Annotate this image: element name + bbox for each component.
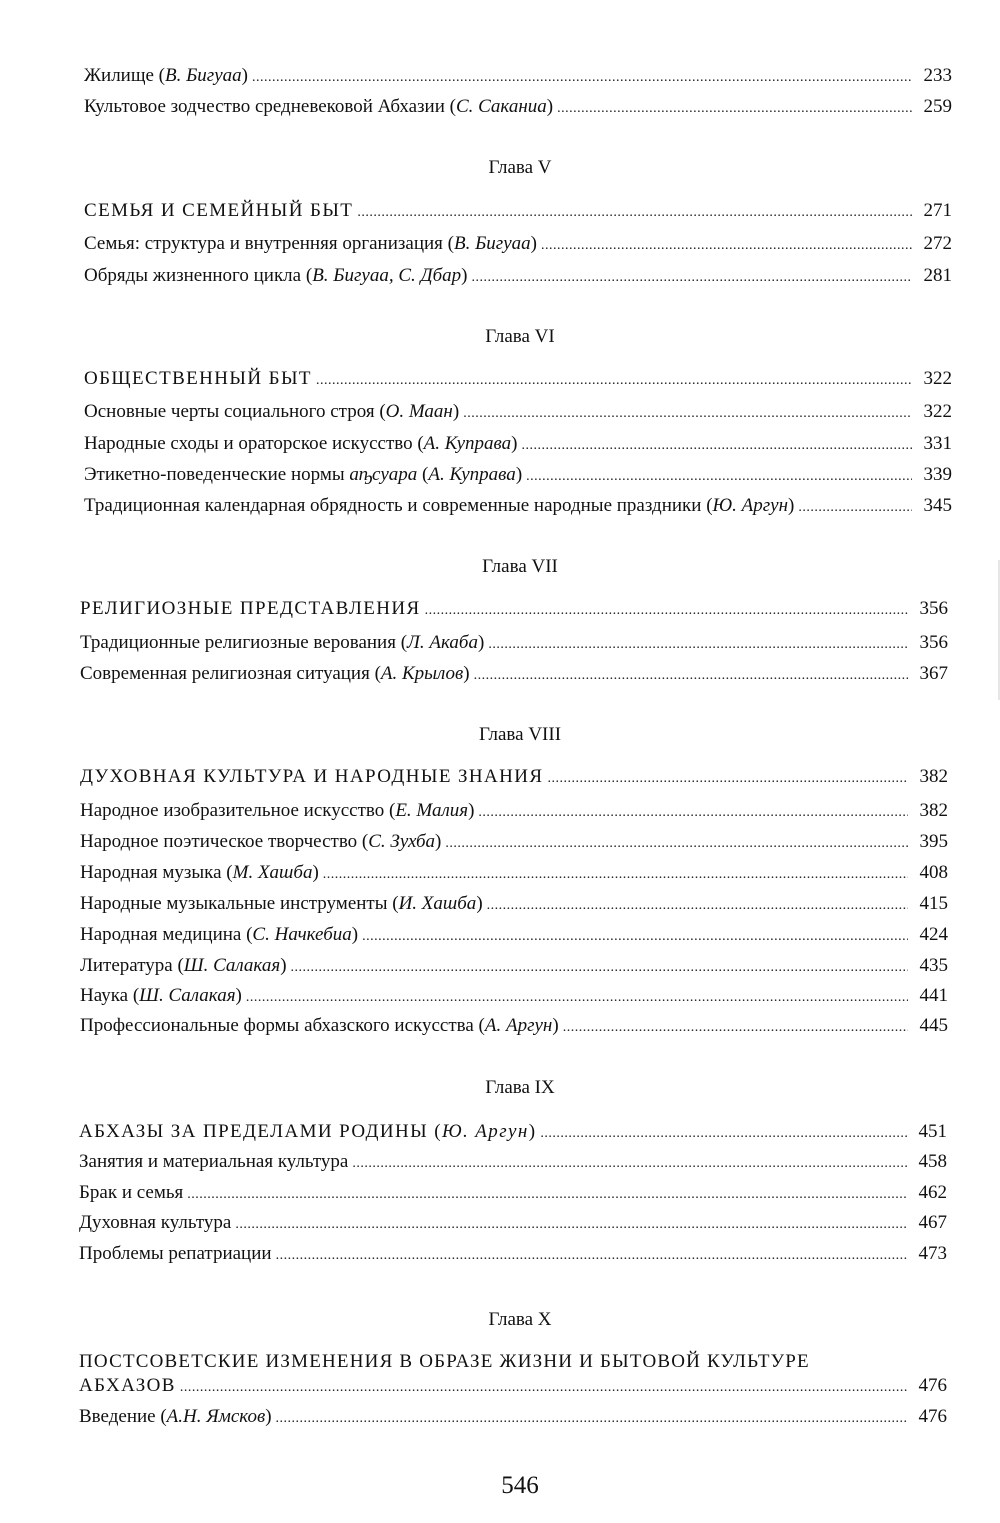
author: В. Бигуаа (453, 233, 531, 254)
page-ref: 467 (918, 1212, 947, 1233)
page-ref: 408 (919, 862, 948, 883)
author: Л. Акаба (407, 632, 478, 653)
page-ref: 259 (923, 96, 952, 117)
page-ref: 462 (918, 1182, 947, 1203)
toc-entry: Семья: структура и внутренняя организация (В. Бигуаа) ..... 272 (84, 232, 952, 258)
page-ref: 451 (918, 1121, 947, 1142)
page-ref: 281 (923, 265, 952, 286)
page-ref: 441 (919, 985, 948, 1006)
toc-entry: Традиционные религиозные верования (Л. Акаба) ..... 356 (80, 631, 948, 657)
author: Ш. Салакая (183, 955, 281, 976)
chapter-title: ОБЩЕСТВЕННЫЙ БЫТ ..... 322 (84, 367, 952, 393)
toc-entry: Народная медицина (С. Начкебиа) ..... 424 (80, 923, 948, 949)
page-ref: 322 (923, 401, 952, 422)
toc-entry: Народная музыка (М. Хашба) ..... 408 (80, 861, 948, 887)
page-ref: 271 (923, 200, 952, 221)
author: Е. Малия (395, 800, 469, 821)
author: А. Крылов (380, 663, 464, 684)
page-ref: 356 (919, 598, 948, 619)
chapter-title-line1: ПОСТСОВЕТСКИЕ ИЗМЕНЕНИЯ В ОБРАЗЕ ЖИЗНИ И БЫТОВОЙ КУЛЬТУРЕ (79, 1351, 810, 1372)
author: А.Н. Ямсков (166, 1406, 266, 1427)
chapter-heading: Глава VII (482, 556, 558, 577)
page-ref: 395 (919, 831, 948, 852)
chapter-title: СЕМЬЯ И СЕМЕЙНЫЙ БЫТ ..... 271 (84, 199, 952, 225)
toc-entry: Обряды жизненного цикла (В. Бигуаа, С. Дбар) ..... 281 (84, 264, 952, 290)
page-ref: 476 (918, 1406, 947, 1427)
author: С. Зухба (368, 831, 436, 852)
toc-entry: Народные музыкальные инструменты (И. Хашба) ..... 415 (80, 892, 948, 918)
author: В. Бигуаа, С. Дбар (312, 265, 462, 286)
page-ref: 435 (919, 955, 948, 976)
author: С. Начкебиа (252, 924, 352, 945)
toc-entry: Современная религиозная ситуация (А. Крылов) ..... 367 (80, 662, 948, 688)
page-ref: 473 (918, 1243, 947, 1264)
author: А. Куправа (423, 433, 512, 454)
page-ref: 233 (923, 65, 952, 86)
author: А. Аргун (484, 1015, 553, 1036)
chapter-title: АБХАЗЫ ЗА ПРЕДЕЛАМИ РОДИНЫ (Ю. Аргун) ..... 451 (79, 1120, 947, 1146)
page-ref: 339 (923, 464, 952, 485)
toc-entry: Традиционная календарная обрядность и современные народные праздники (Ю. Аргун) ..... 345 (84, 494, 952, 520)
author: О. Маан (385, 401, 453, 422)
author: Ю. Аргун (441, 1121, 529, 1142)
chapter-title: РЕЛИГИОЗНЫЕ ПРЕДСТАВЛЕНИЯ ..... 356 (80, 597, 948, 623)
page-ref: 322 (923, 368, 952, 389)
page-ref: 476 (918, 1375, 947, 1396)
author: В. Бигуаа (164, 65, 242, 86)
page-ref: 272 (923, 233, 952, 254)
page-ref: 331 (923, 433, 952, 454)
page-ref: 415 (919, 893, 948, 914)
toc-entry: Этикетно-поведенческие нормы аҧсуара (А. Куправа) ..... 339 (84, 463, 952, 489)
toc-entry: Брак и семья ..... 462 (79, 1181, 947, 1207)
toc-entry: Занятия и материальная культура ..... 458 (79, 1150, 947, 1176)
chapter-heading: Глава IX (485, 1077, 555, 1098)
chapter-heading: Глава VIII (478, 724, 562, 745)
toc-entry: Проблемы репатриации ..... 473 (79, 1242, 947, 1268)
toc-entry: Основные черты социального строя (О. Маан) ..... 322 (84, 400, 952, 426)
author: А. Куправа (428, 464, 516, 485)
chapter-title: ДУХОВНАЯ КУЛЬТУРА И НАРОДНЫЕ ЗНАНИЯ ..... 382 (80, 765, 948, 791)
page-ref: 367 (919, 663, 948, 684)
author: И. Хашба (398, 893, 477, 914)
toc-entry: Культовое зодчество средневековой Абхазии (С. Саканиа) ..... 259 (84, 95, 952, 121)
term: аҧсуара (349, 464, 418, 485)
chapter-heading: Глава V (488, 157, 552, 178)
author: М. Хашба (232, 862, 313, 883)
page-ref: 445 (919, 1015, 948, 1036)
page-ref: 382 (919, 766, 948, 787)
page-ref: 345 (923, 495, 952, 516)
toc-entry: Наука (Ш. Салакая) ..... 441 (80, 984, 948, 1010)
page-ref: 382 (919, 800, 948, 821)
chapter-title: АБХАЗОВ ..... 476 (79, 1374, 947, 1400)
chapter-heading: Глава X (488, 1309, 552, 1330)
toc-entry: Литература (Ш. Салакая) ..... 435 (80, 954, 948, 980)
toc-entry: Народные сходы и ораторское искусство (А. Куправа) ..... 331 (84, 432, 952, 458)
author: Ю. Аргун (712, 495, 789, 516)
toc-entry: Профессиональные формы абхазского искусства (А. Аргун) ..... 445 (80, 1014, 948, 1040)
author: Ш. Салакая (139, 985, 236, 1006)
chapter-heading: Глава VI (485, 326, 555, 347)
page-ref: 458 (918, 1151, 947, 1172)
toc-entry: Жилище (В. Бигуаа) ..... 233 (84, 64, 952, 90)
page-ref: 424 (919, 924, 948, 945)
toc-entry: Введение (А.Н. Ямсков) ..... 476 (79, 1405, 947, 1431)
author: С. Саканиа (455, 96, 547, 117)
page-ref: 356 (919, 632, 948, 653)
page-number: 546 (501, 1472, 539, 1499)
toc-entry: Народное изобразительное искусство (Е. Малия) ..... 382 (80, 799, 948, 825)
toc-entry: Духовная культура ..... 467 (79, 1211, 947, 1237)
toc-entry: Народное поэтическое творчество (С. Зухба) ..... 395 (80, 830, 948, 856)
